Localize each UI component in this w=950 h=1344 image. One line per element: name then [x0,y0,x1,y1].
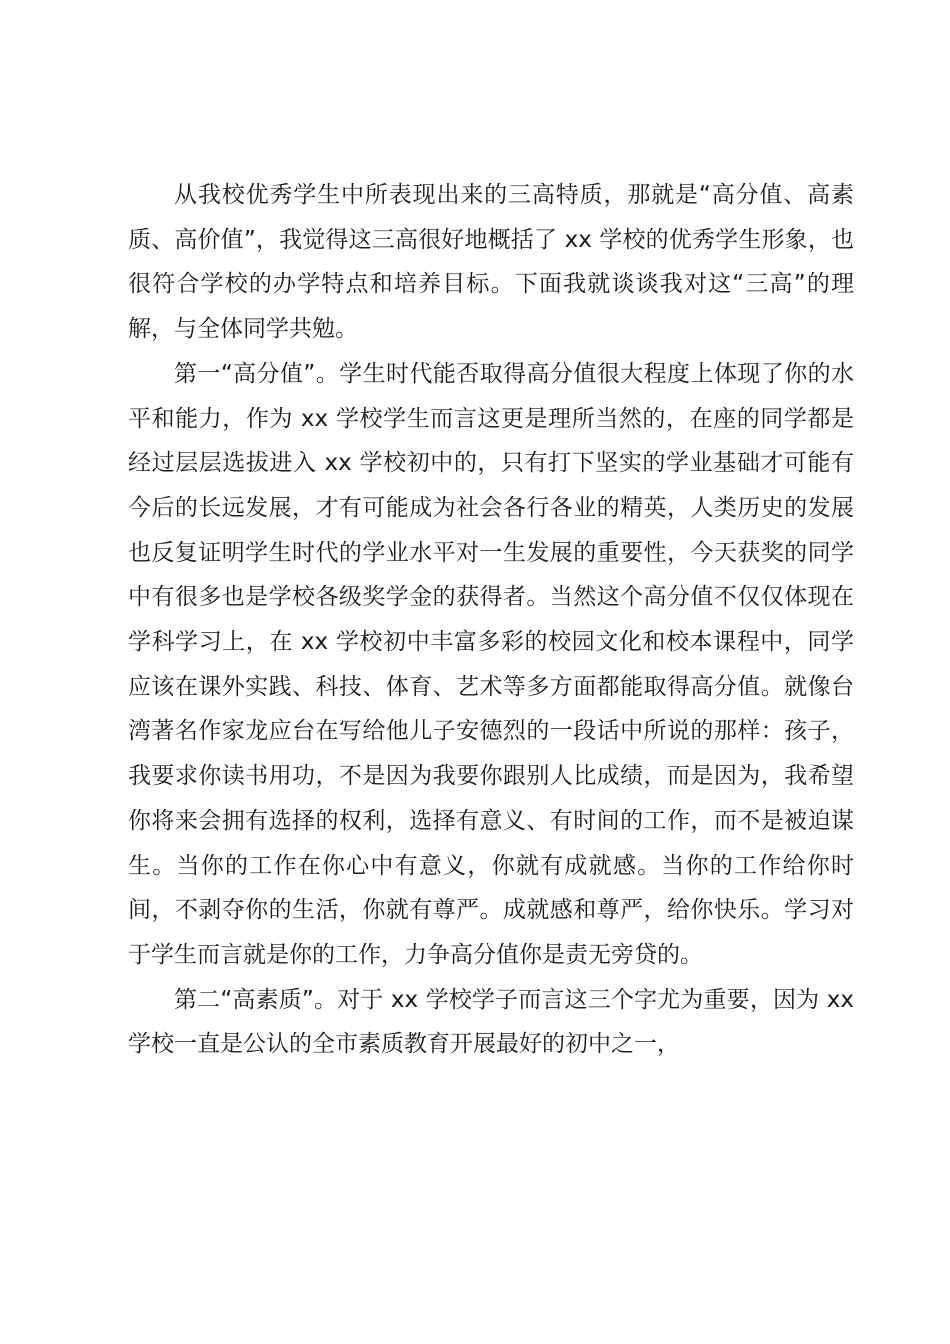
document-body [128,173,854,1067]
paragraph-intro: 从我校优秀学生中所表现出来的三高特质，那就是“高分值、高素质、高价值”，我觉得这三高很好地概括了 xx 学校的优秀学生形象，也很符合学校的办学特点和培养目标。下面我就谈谈我对这“三高”的理解，与全体同学共勉。 [128,182,854,343]
paragraph-high-quality: 第二“高素质”。对于 xx 学校学子而言这三个字尤为重要，因为 xx 学校一直是公认的全市素质教育开展最好的初中之一， [128,986,854,1058]
paragraph-high-score: 第一“高分值”。学生时代能否取得高分值很大程度上体现了你的水平和能力，作为 xx 学校学生而言这更是理所当然的，在座的同学都是经过层层选拔进入 xx 学校初中的，只有打下坚实的学业基础才可能有今后的长远发展，才有可能成为社会各行各业的精英，人类历史的发展也反复证明学生时代的学业水平对一生发展的重要性，今天获奖的同学中有很多也是学校各级奖学金的获得者。当然这个高分值不仅仅体现在学科学习上，在 xx 学校初中丰富多彩的校园文化和校本课程中，同学应该在课外实践、科技、体育、艺术等多方面都能取得高分值。就像台湾著名作家龙应台在写给他儿子安德烈的一段话中所说的那样：孩子，我要求你读书用功，不是因为我要你跟别人比成绩，而是因为，我希望你将来会拥有选择的权利，选择有意义、有时间的工作，而不是被迫谋生。当你的工作在你心中有意义，你就有成就感。当你的工作给你时间，不剥夺你的生活，你就有尊严。成就感和尊严，给你快乐。学习对于学生而言就是你的工作，力争高分值你是责无旁贷的。 [128,360,854,968]
